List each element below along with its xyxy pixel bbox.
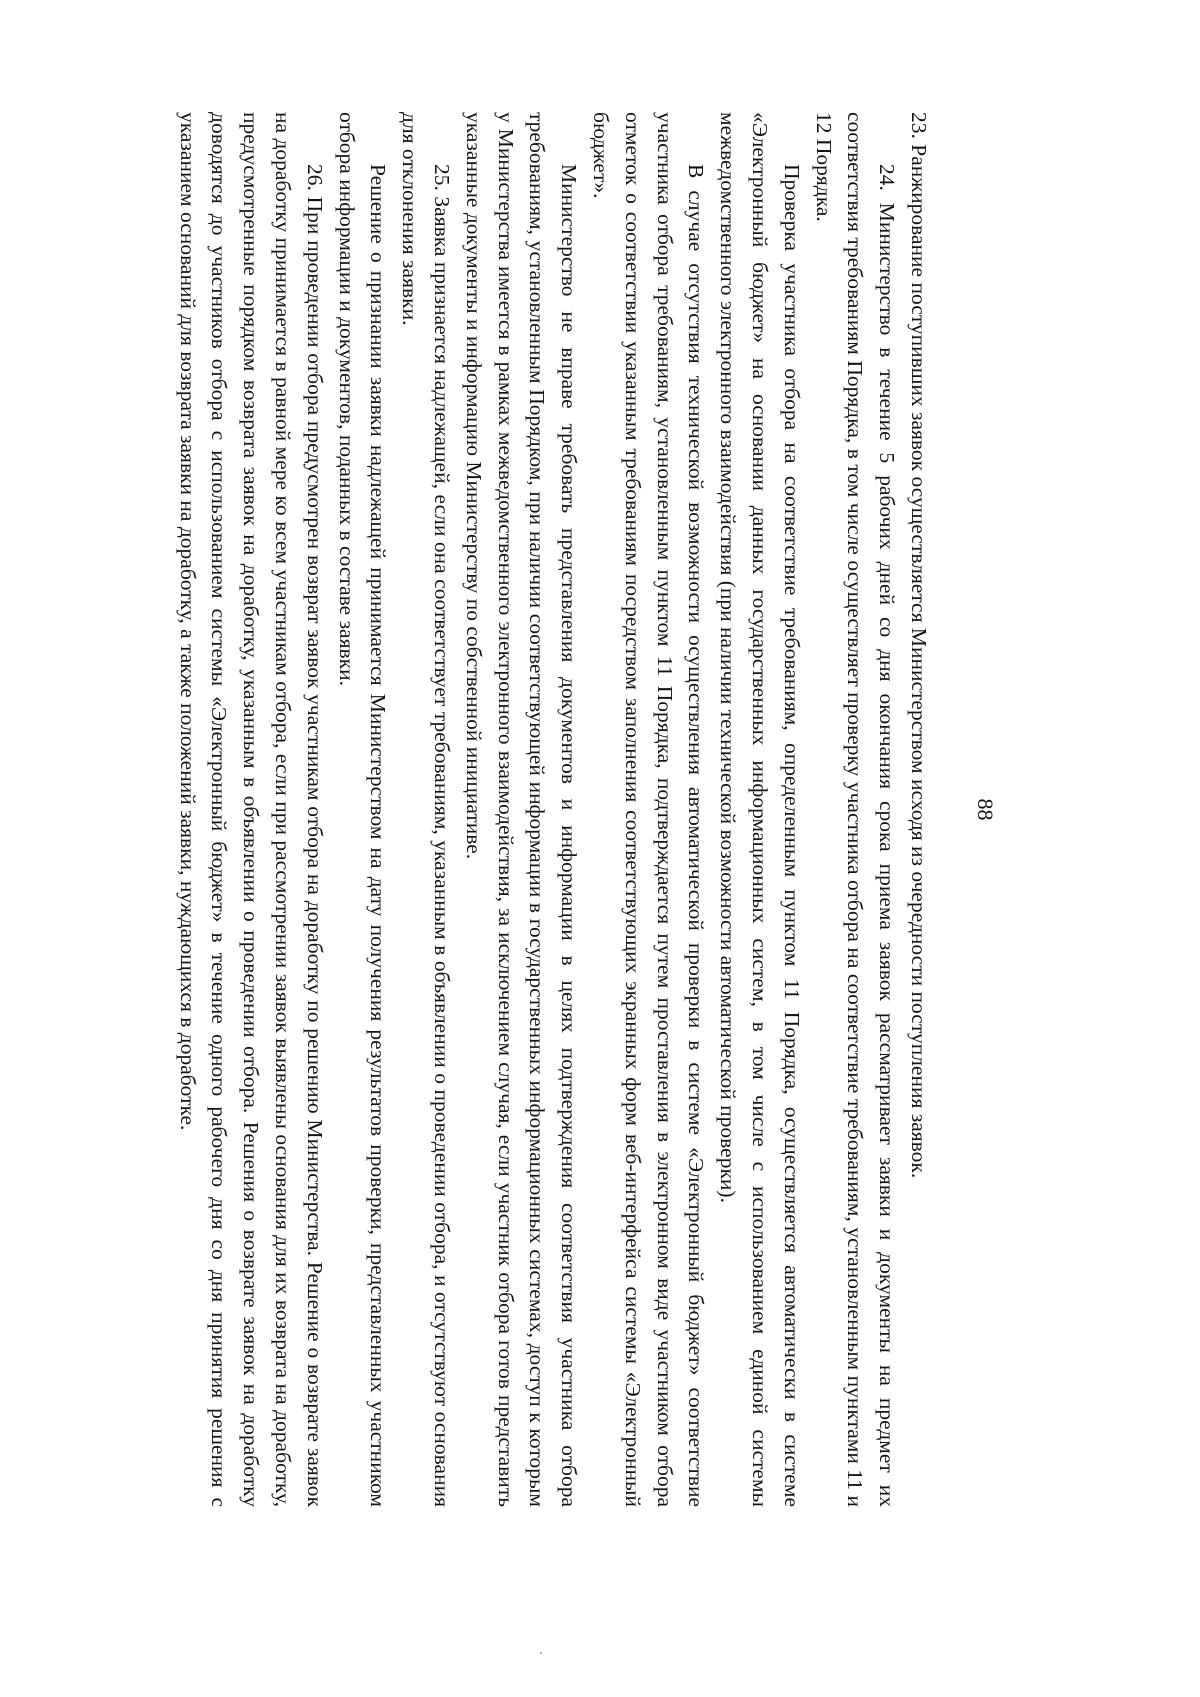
- paragraph-decision-proper: Решение о признании заявки надлежащей принимается Министерством на дату получения результатов проверки, представленных участником отбора информации и документов, поданных в составе заявки.: [334, 112, 391, 1507]
- rotated-page-content: [175, 112, 1030, 1507]
- paragraph-check-automatic: Проверка участника отбора на соответствие требованиям, определенным пунктом 11 Порядка, осуществляется автоматически в системе «Электронный бюджет» на основании данных государственных информационных систем, в том числе с использованием единой системы межведомственного электронного взаимодействия (при наличии технической возможности автоматической проверки).: [716, 112, 804, 1507]
- paragraph-no-technical-possibility: В случае отсутствия технической возможности осуществления автоматической проверки в системе «Электронный бюджет» соответствие участника отбора требованиям, установленным пунктом 11 Порядка, подтверждается путем проставления в электронном виде участником отбора отметок о соответствии указанным требованиям посредством заполнения соответствующих экранных форм веб-интерфейса системы «Электронный бюджет».: [589, 112, 709, 1507]
- paragraph-26: 26. При проведении отбора предусмотрен возврат заявок участникам отбора на доработку по решению Министерства. Решение о возврате заявок на доработку принимается в равной мере ко всем участникам отбора, если при рассмотрении заявок выявлены основания для их возврата на доработку, предусмотренные порядком возврата заявок на доработку, указанным в объявлении о проведении отбора. Решения о возврате заявок на доработку доводятся до участников отбора с использованием системы «Электронный бюджет» в течение одного рабочего дня со дня принятия решения с указанием оснований для возврата заявки на доработку, а также положений заявки, нуждающихся в доработке.: [175, 112, 327, 1507]
- scan-speck: [540, 1652, 542, 1654]
- paragraph-ministry-not-entitled: Министерство не вправе требовать представления документов и информации в целях подтверждения соответствия участника отбора требованиям, установленным Порядком, при наличии соответствующей информации в государственных информационных системах, доступ к которым у Министерства имеется в рамках межведомственного электронного взаимодействия, за исключением случая, если участник отбора готов представить указанные документы и информацию Министерству по собственной инициативе.: [461, 112, 582, 1507]
- paragraph-25: 25. Заявка признается надлежащей, если она соответствует требованиям, указанным в объявлении о проведении отбора, и отсутствуют основания для отклонения заявки.: [398, 112, 455, 1507]
- paragraph-24: 24. Министерство в течение 5 рабочих дней со дня окончания срока приема заявок рассматривает заявки и документы на предмет их соответствия требованиям Порядка, в том числе осуществляет проверку участника отбора на соответствие требованиям, установленным пунктами 11 и 12 Порядка.: [811, 112, 900, 1507]
- paragraph-23: 23. Ранжирование поступивших заявок осуществляется Министерством исходя из очередности поступления заявок.: [907, 112, 931, 1179]
- page-number: 88: [973, 798, 998, 821]
- body-text: [171, 112, 934, 1507]
